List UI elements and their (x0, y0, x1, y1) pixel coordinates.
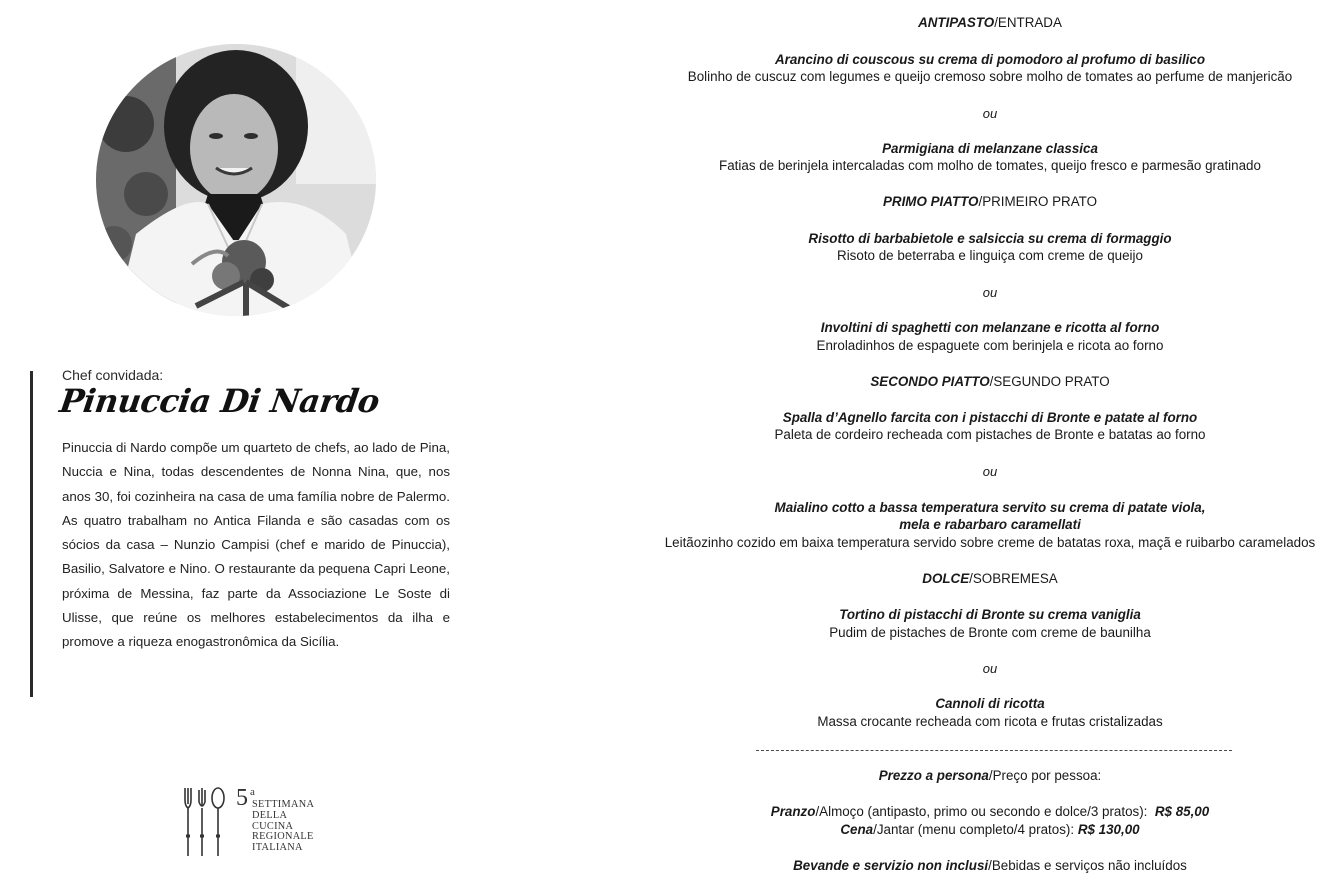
dish-desc-pt: Fatias de berinjela intercaladas com molho de tomates, queijo fresco e parmesão gratinado (719, 158, 1261, 173)
bio-accent-rule (30, 371, 33, 697)
section-title-pt: /SOBREMESA (969, 571, 1058, 586)
dish-name-it: Tortino di pistacchi di Bronte su crema vaniglia (839, 607, 1141, 622)
logo-line: DELLA (252, 809, 288, 821)
section-title-it: SECONDO PIATTO (870, 374, 990, 389)
cutlery-icon (182, 786, 228, 858)
logo-number: 5 (236, 785, 248, 811)
dish-desc-pt: Massa crocante recheada com ricota e frutas cristalizadas (817, 714, 1163, 729)
price-title (640, 768, 1339, 783)
section-title-pt: /PRIMEIRO PRATO (978, 194, 1098, 209)
logo-line: ITALIANA (252, 842, 303, 854)
logo-line: REGIONALE (252, 831, 314, 843)
chef-bio: Pinuccia di Nardo compõe um quarteto de chefs, ao lado de Pina, Nuccia e Nina, todas descendentes de Nonna Nina, que, nos anos 30, foi cozinheira na casa de uma família nobre de Palermo. As quatro trabalham no Antica Filanda e são casadas com os sócios da casa – Nunzio Campisi (chef e marido de Pinuccia), Basilio, Salvatore e Nino. O restaurante da pequena Capri Leone, próxima de Messina, faz parte da Associazione Le Soste di Ulisse, que reúne os melhores estabelecimentos da ilha e promove a riqueza enogastronômica da Sicília. (62, 440, 450, 650)
or-separator: ou (982, 661, 998, 676)
logo-line: SETTIMANA (252, 799, 315, 810)
section-title-pt: /ENTRADA (994, 15, 1062, 30)
dish-desc-pt: Pudim de pistaches de Bronte com creme de baunilha (829, 625, 1151, 640)
dish-desc-pt: Enroladinhos de espaguete com berinjela e ricota ao forno (816, 338, 1164, 353)
dish-desc-pt: Paleta de cordeiro recheada com pistaches de Bronte e batatas ao forno (774, 427, 1206, 442)
dashed-divider (756, 750, 1232, 751)
section-primo-title (640, 194, 1339, 209)
section-title-it: PRIMO PIATTO (882, 194, 979, 209)
or-separator: ou (982, 464, 998, 479)
or-separator: ou (982, 106, 998, 121)
dish-name-it: mela e rabarbaro caramellati (899, 517, 1081, 532)
section-dolce-title (640, 571, 1339, 586)
price-title-it: Prezzo a persona (878, 768, 989, 783)
price-lunch-it: Pranzo (770, 804, 816, 819)
or-separator: ou (982, 285, 998, 300)
event-logo (182, 786, 322, 858)
price-dinner-it: Cena (840, 822, 874, 837)
logo-superscript: a (250, 786, 255, 798)
dish-desc-pt: Risoto de beterraba e linguiça com creme de queijo (837, 248, 1143, 263)
dish-name-it: Involtini di spaghetti con melanzane e ricotta al forno (820, 320, 1160, 335)
chef-name: Pinuccia Di Nardo (57, 382, 382, 420)
price-lunch-value: R$ 85,00 (1154, 804, 1210, 819)
chef-photo (96, 44, 376, 316)
dish-desc-pt: Bolinho de cuscuz com legumes e queijo cremoso sobre molho de tomates ao perfume de manjericão (687, 69, 1293, 84)
price-title-pt: /Preço por pessoa: (988, 768, 1102, 783)
price-note-it: Bevande e servizio non inclusi (793, 858, 989, 873)
price-dinner-value: R$ 130,00 (1077, 822, 1140, 837)
dish-name-it: Spalla d’Agnello farcita con i pistacchi di Bronte e patate al forno (782, 410, 1198, 425)
guest-chef-label: Chef convidada: (62, 367, 164, 383)
price-dinner (640, 822, 1339, 837)
dish-name-it: Maialino cotto a bassa temperatura servito su crema di patate viola, (774, 500, 1206, 515)
price-lunch-pt: /Almoço (antipasto, primo ou secondo e dolce/3 pratos): (815, 804, 1148, 819)
price-note-pt: /Bebidas e serviços não incluídos (988, 858, 1187, 873)
section-title-it: ANTIPASTO (918, 15, 995, 30)
dish-name-it: Parmigiana di melanzane classica (882, 141, 1098, 156)
dish-name-it: Risotto di barbabietole e salsiccia su crema di formaggio (808, 231, 1172, 246)
section-secondo-title (640, 374, 1339, 389)
section-title-pt: /SEGUNDO PRATO (989, 374, 1110, 389)
price-dinner-pt: /Jantar (menu completo/4 pratos): (873, 822, 1075, 837)
section-antipasto-title (640, 15, 1339, 30)
price-lunch (640, 804, 1339, 819)
dish-name-it: Arancino di couscous su crema di pomodoro al profumo di basilico (774, 52, 1206, 67)
price-note (640, 858, 1339, 873)
logo-text (252, 800, 314, 854)
dish-name-it: Cannoli di ricotta (935, 696, 1045, 711)
logo-line: CUCINA (252, 820, 294, 832)
section-title-it: DOLCE (922, 571, 970, 586)
dish-desc-pt: Leitãozinho cozido em baixa temperatura servido sobre creme de batatas roxa, maçã e ruibarbo caramelados (664, 535, 1316, 550)
